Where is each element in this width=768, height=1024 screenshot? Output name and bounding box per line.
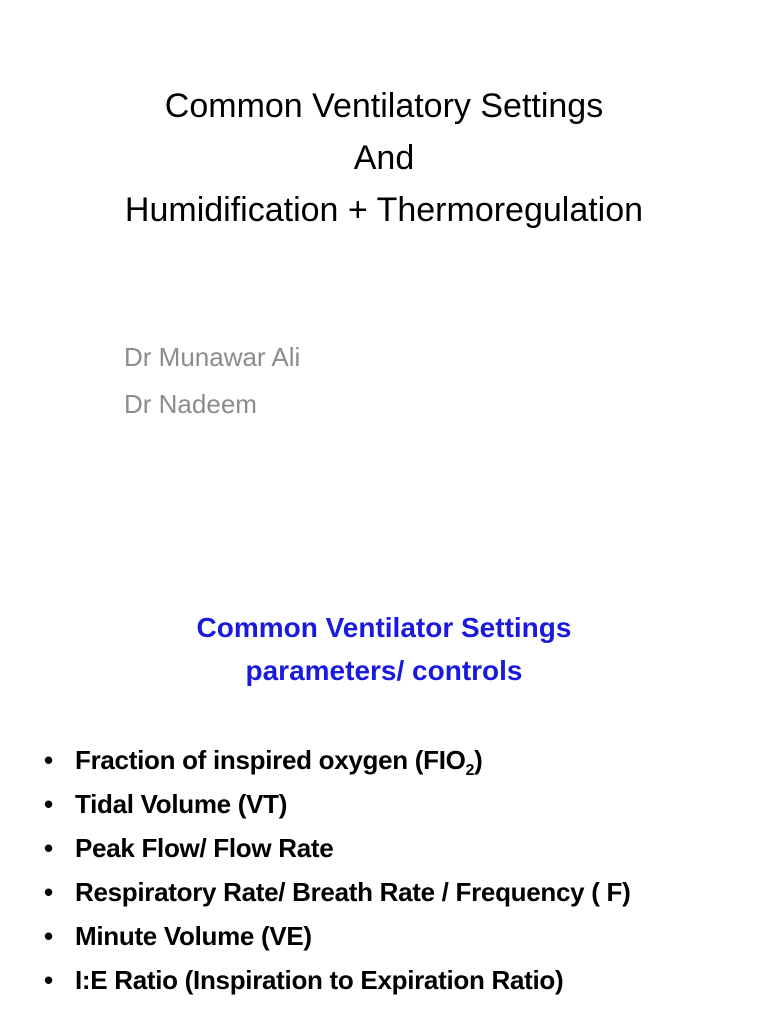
slide-title-line: Humidification + Thermoregulation [124, 191, 644, 229]
bullet-icon: • [44, 965, 53, 995]
list-item-text: Tidal Volume (VT) [75, 789, 288, 819]
author-name: Dr Munawar Ali [124, 342, 301, 372]
author-name: Dr Nadeem [124, 389, 257, 419]
list-item-text: Minute Volume (VE) [75, 921, 312, 951]
bullet-icon: • [44, 745, 53, 775]
list-item-text [75, 745, 483, 780]
author-list [124, 334, 300, 428]
bullet-icon: • [44, 877, 53, 907]
list-item [44, 741, 724, 779]
bullet-icon: • [44, 921, 53, 951]
subscript: 2 [465, 762, 475, 780]
list-item-text: Respiratory Rate/ Breath Rate / Frequency ( F) [75, 877, 631, 907]
section-heading-line: parameters/ controls [245, 655, 523, 686]
list-item-suffix: ) [474, 745, 483, 775]
slide-title [0, 80, 768, 236]
bullet-icon: • [44, 789, 53, 819]
slide-title-line: And [353, 139, 415, 177]
section-heading-line: Common Ventilator Settings [196, 612, 572, 643]
section-heading [0, 606, 768, 692]
list-item [44, 917, 724, 955]
list-item [44, 873, 724, 911]
bullet-icon: • [44, 833, 53, 863]
settings-bullet-list [44, 741, 724, 1005]
list-item-label: Fraction of inspired oxygen (FIO [75, 745, 466, 775]
slide-title-line: Common Ventilatory Settings [164, 87, 604, 125]
list-item [44, 829, 724, 867]
list-item [44, 785, 724, 823]
list-item-text: I:E Ratio (Inspiration to Expiration Ratio) [75, 965, 564, 995]
list-item-text: Peak Flow/ Flow Rate [75, 833, 334, 863]
list-item [44, 961, 724, 999]
